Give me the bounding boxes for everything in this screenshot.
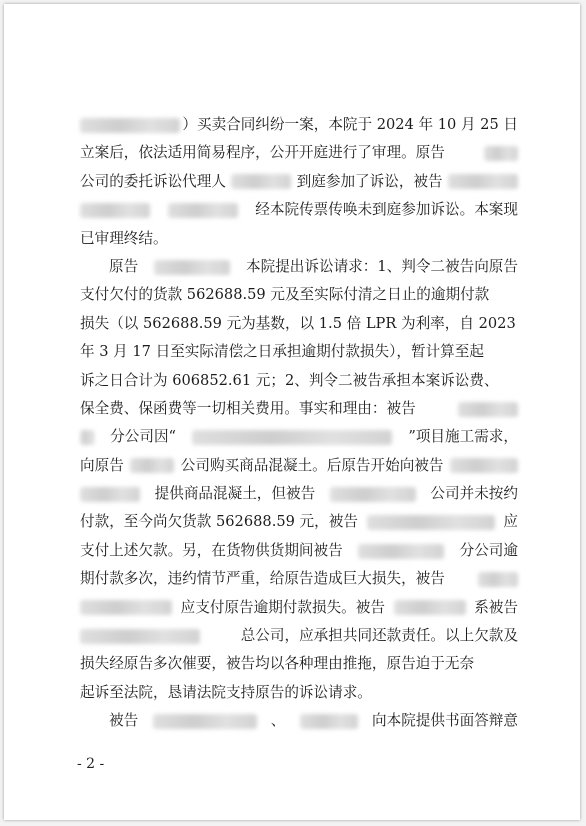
document-body [80, 111, 518, 736]
redaction-blur [192, 430, 392, 445]
text-segment: 本院提出诉讼请求：1、判令二被告向原告 [246, 257, 518, 275]
text-segment: 损失（以 562688.59 元为基数，以 1.5 倍 LPR 为利率，自 2023 [80, 314, 516, 332]
redaction-blur [80, 430, 94, 445]
text-segment: 向本院提供书面答辩意 [372, 712, 518, 730]
text-line [80, 622, 518, 650]
text-line [80, 196, 518, 224]
text-segment: 保全费、保函费等一切相关费用。事实和理由：被告 [80, 399, 416, 417]
text-line [80, 423, 518, 451]
redaction-blur [153, 714, 257, 729]
text-segment: 立案后，依法适用简易程序，公开开庭进行了审理。原告 [80, 144, 445, 162]
text-line [80, 565, 518, 593]
text-segment: 损失经原告多次催要，被告均以各种理由推拖，原告迫于无奈 [80, 655, 475, 673]
document-page [4, 4, 580, 820]
redaction-blur [80, 600, 172, 615]
text-line [80, 508, 518, 536]
redaction-blur [448, 174, 518, 189]
redaction-blur [450, 458, 518, 473]
redaction-blur [484, 146, 518, 161]
text-segment: 应支付原告逾期付款损失。被告 [180, 598, 385, 616]
text-line [80, 253, 518, 281]
text-line [80, 139, 518, 167]
text-segment: 起诉至法院，恳请法院支持原告的诉讼请求。 [80, 683, 372, 701]
text-segment: ”项目施工需求， [408, 428, 518, 446]
redaction-blur [80, 629, 200, 644]
text-segment: 到庭参加了诉讼，被告 [296, 172, 443, 190]
text-segment: 、 [270, 712, 286, 730]
text-line [80, 480, 518, 508]
text-line [80, 594, 518, 622]
text-line [80, 367, 518, 395]
text-line [80, 111, 518, 139]
text-line [80, 168, 518, 196]
text-segment: 公司并未按约 [430, 485, 518, 503]
redaction-blur [168, 203, 238, 218]
text-segment: 分公司逾 [459, 541, 518, 559]
text-line [80, 281, 518, 309]
text-line [80, 537, 518, 565]
text-segment: 已审理终结。 [80, 229, 168, 247]
text-segment: 应 [503, 513, 518, 531]
redaction-blur [330, 487, 416, 502]
text-line [80, 452, 518, 480]
text-segment: 分公司因“ [110, 428, 177, 446]
redaction-blur [458, 402, 518, 417]
redaction-blur [367, 515, 495, 530]
redaction-blur [80, 203, 150, 218]
text-line [80, 679, 518, 707]
text-line [80, 395, 518, 423]
text-line [80, 338, 518, 366]
page-number: - 2 - [77, 756, 105, 772]
text-segment: 年 3 月 17 日至实际清偿之日承担逾期付款损失），暂计算至起 [80, 343, 484, 361]
redaction-blur [154, 260, 230, 275]
redaction-blur [358, 544, 444, 559]
text-line [80, 650, 518, 678]
text-line [80, 225, 518, 253]
text-segment: 公司购买商品混凝土。后原告开始向被告 [180, 456, 444, 474]
text-segment: 系被告 [474, 598, 518, 616]
text-segment: 公司的委托诉讼代理人 [80, 172, 226, 190]
text-line [80, 707, 518, 735]
text-segment: 经本院传票传唤未到庭参加诉讼。本案现 [255, 201, 518, 219]
text-segment: 诉之日合计为 606852.61 元；2、判令二被告承担本案诉讼费、 [80, 371, 499, 389]
text-segment: 支付上述欠款。另，在货物供货期间被告 [80, 541, 343, 559]
redaction-blur [478, 572, 518, 587]
text-segment: 向原告 [80, 456, 124, 474]
text-segment: 付款，至今尚欠货款 562688.59 元，被告 [80, 513, 358, 531]
text-segment: 总公司，应承担共同还款责任。以上欠款及 [240, 627, 518, 645]
text-segment: 支付欠付的货款 562688.59 元及至实际付清之日止的逾期付款 [80, 286, 490, 304]
text-line [80, 310, 518, 338]
redaction-blur [80, 118, 180, 133]
text-segment: 提供商品混凝土，但被告 [154, 485, 316, 503]
text-segment: 期付款多次，违约情节严重，给原告造成巨大损失，被告 [80, 570, 445, 588]
redaction-blur [300, 714, 358, 729]
redaction-blur [130, 458, 174, 473]
redaction-blur [231, 174, 291, 189]
text-segment: ）买卖合同纠纷一案，本院于 2024 年 10 月 25 日 [182, 116, 518, 133]
text-segment: 原告 [109, 257, 139, 275]
redaction-blur [394, 600, 466, 615]
redaction-blur [80, 487, 140, 502]
text-segment: 被告 [109, 712, 139, 730]
